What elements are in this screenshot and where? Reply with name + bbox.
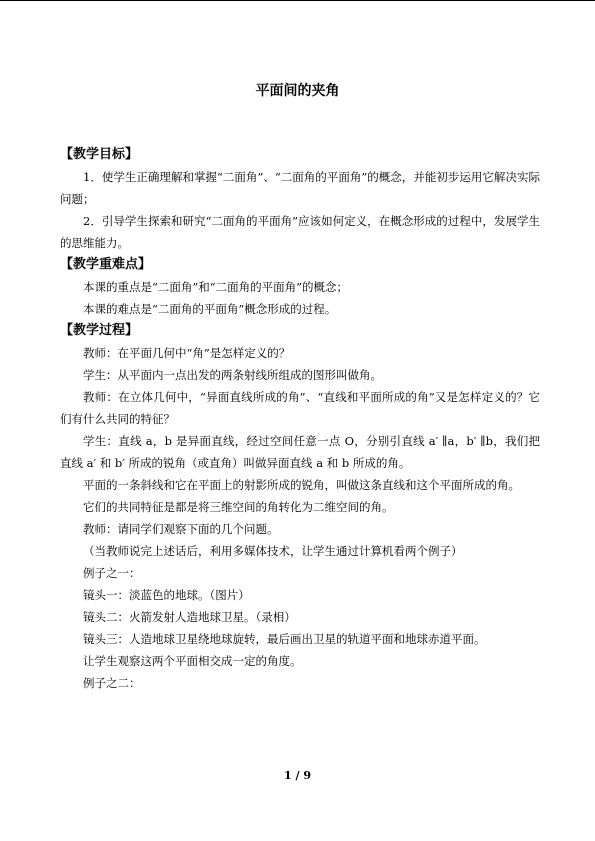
paragraph: 教师：在立体几何中，“异面直线所成的角”、“直线和平面所成的角”又是怎样定义的？它们有什么共同的特征？ — [60, 390, 540, 426]
paragraph: 它们的共同特征是都是将三维空间的角转化为二维空间的角。 — [83, 500, 394, 514]
paragraph: 本课的难点是“二面角的平面角”概念形成的过程。 — [83, 302, 337, 316]
paragraph: 教师：请同学们观察下面的几个问题。 — [83, 522, 279, 536]
section-heading: 【教学过程】 — [60, 323, 139, 338]
paragraph: 例子之一： — [83, 566, 141, 580]
section-heading: 【教学目标】 — [60, 147, 139, 162]
page-number: 1 / 9 — [284, 769, 311, 782]
section-key-points — [60, 254, 540, 320]
paragraph: 学生：直线 a，b 是异面直线，经过空间任意一点 O，分别引直线 a′ ∥a，b′ ∥b，我们把直线 a′ 和 b′ 所成的锐角（或直角）叫做异面直线 a 和 b 所成的角。 — [60, 434, 540, 470]
section-objectives — [60, 144, 540, 254]
paragraph: 1．使学生正确理解和掌握“二面角”、“二面角的平面角”的概念，并能初步运用它解决实际问题； — [60, 170, 540, 206]
paragraph: 例子之二： — [83, 676, 141, 690]
paragraph: 镜头二：火箭发射人造地球卫星。（录相） — [83, 610, 296, 624]
paragraph: 教师：在平面几何中“角”是怎样定义的？ — [83, 346, 291, 360]
page-title: 平面间的夹角 — [255, 83, 340, 99]
paragraph: 学生：从平面内一点出发的两条射线所组成的图形叫做角。 — [83, 368, 382, 382]
paragraph: 镜头三：人造地球卫星绕地球旋转，最后画出卫星的轨道平面和地球赤道平面。 — [83, 632, 486, 646]
paragraph: 镜头一：淡蓝色的地球。（图片） — [83, 588, 250, 602]
paragraph: 让学生观察这两个平面相交成一定的角度。 — [83, 654, 302, 668]
paragraph: 2．引导学生探索和研究“二面角的平面角”应该如何定义，在概念形成的过程中，发展学生的思维能力。 — [60, 214, 540, 250]
header-rule — [0, 0, 595, 1]
paragraph: 平面的一条斜线和它在平面上的射影所成的锐角，叫做这条直线和这个平面所成的角。 — [83, 478, 520, 492]
paragraph: （当教师说完上述话后，利用多媒体技术，让学生通过计算机看两个例子） — [83, 544, 463, 558]
section-heading: 【教学重难点】 — [60, 257, 152, 272]
section-process — [60, 320, 540, 694]
document-body — [60, 144, 540, 694]
paragraph: 本课的重点是“二面角”和“二面角的平面角”的概念； — [83, 280, 349, 294]
